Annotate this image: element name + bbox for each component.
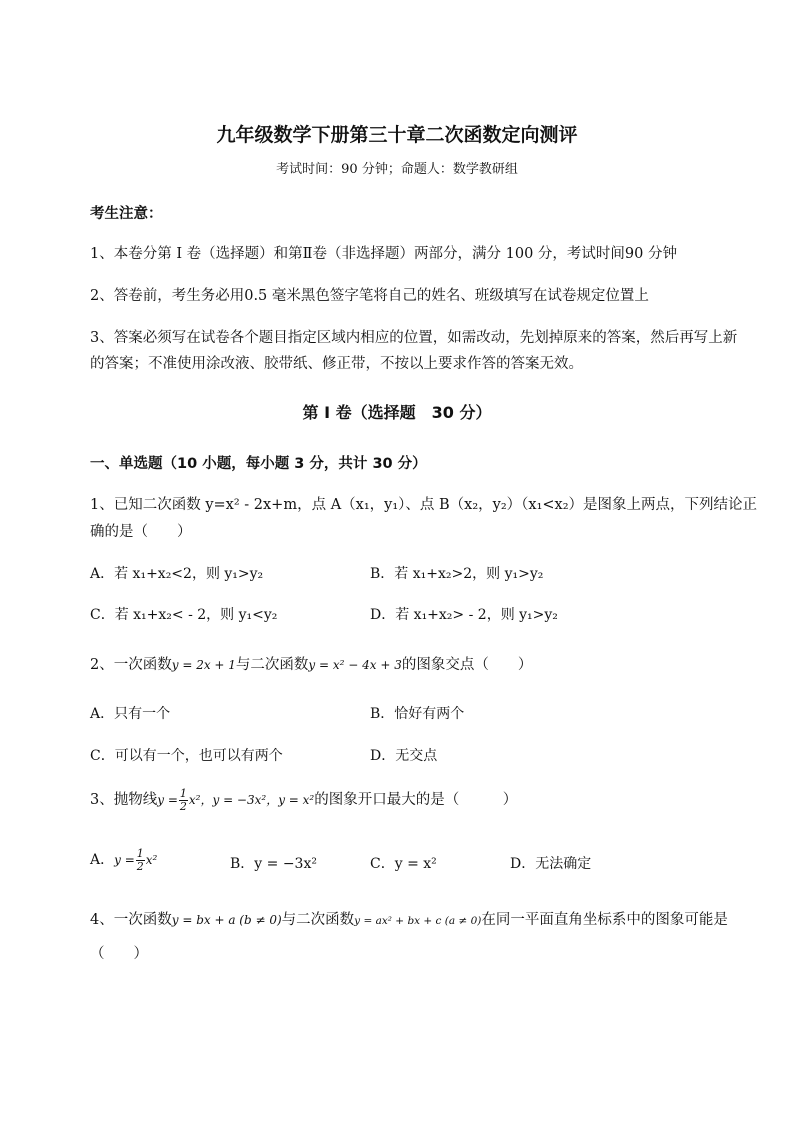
question-2-mid: 与二次函数 — [235, 657, 309, 673]
question-4-mid: 与二次函数 — [281, 912, 355, 928]
question-1-option-a: A．若 x₁+x₂<2，则 y₁>y₂ — [90, 566, 264, 582]
notice-item-2: 2、答卷前，考生务必用0.5 毫米黑色签字笔将自己的姓名、班级填写在试卷规定位置上 — [90, 288, 649, 304]
section-heading: 一、单选题（10 小题，每小题 3 分，共计 30 分） — [90, 456, 427, 472]
question-3-option-c: C．y = x² — [370, 856, 437, 872]
question-3-formula-2: ，y = −3x² — [200, 793, 267, 807]
question-1-stem: 1、已知二次函数 y=x² - 2x+m，点 A（x₁，y₁）、点 B（x₂，y₂）（x₁<x₂）是图象上两点，下列结论正 — [90, 497, 758, 513]
question-2-option-a: A．只有一个 — [90, 706, 171, 722]
question-2-option-d: D．无交点 — [370, 748, 438, 764]
question-2-prefix: 2、一次函数 — [90, 657, 172, 673]
question-2-option-c: C．可以有一个，也可以有两个 — [90, 748, 283, 764]
question-4-formula-2: y = ax² + bx + c (a ≠ 0) — [354, 915, 482, 927]
question-1-stem-cont: 确的是（ ） — [90, 524, 192, 540]
question-2-formula-2: y = x² − 4x + 3 — [308, 658, 402, 672]
question-2-suffix: 的图象交点（ ） — [401, 657, 533, 673]
question-1-option-c: C．若 x₁+x₂< - 2，则 y₁<y₂ — [90, 607, 278, 623]
question-4-stem — [90, 908, 728, 929]
fraction: $\frac{1}{2}$ — [179, 787, 187, 813]
question-2-stem — [90, 653, 532, 674]
question-3-prefix: 3、抛物线 — [90, 792, 158, 808]
question-4-prefix: 4、一次函数 — [90, 912, 172, 928]
question-3-formula-1: y = $\frac{1}{2}$ x² — [157, 787, 201, 813]
question-2-formula-1: y = 2x + 1 — [171, 658, 236, 672]
notice-heading: 考生注意： — [90, 206, 163, 222]
question-1-option-b: B．若 x₁+x₂>2，则 y₁>y₂ — [370, 566, 544, 582]
question-1-option-d: D．若 x₁+x₂> - 2，则 y₁>y₂ — [370, 607, 558, 623]
notice-item-3: 3、答案必须写在试卷各个题目指定区域内相应的位置，如需改动，先划掉原来的答案，然后再写上新 — [90, 330, 738, 346]
question-3-stem — [90, 788, 517, 813]
fraction: $\frac{1}{2}$ — [136, 847, 144, 873]
part-title: 第 I 卷（选择题 30 分） — [302, 403, 492, 422]
question-3-suffix: 的图象开口最大的是（ ） — [314, 792, 518, 808]
question-3-formula-3: ，y = x² — [266, 793, 315, 807]
question-3-option-a: A．y = $\frac{1}{2}$ x² — [90, 847, 158, 873]
question-3-option-b: B．y = −3x² — [230, 856, 317, 872]
page-title: 九年级数学下册第三十章二次函数定向测评 — [216, 124, 578, 146]
question-4-suffix: 在同一平面直角坐标系中的图象可能是 — [481, 912, 728, 928]
question-3-option-d: D．无法确定 — [510, 856, 592, 872]
question-2-option-b: B．恰好有两个 — [370, 706, 465, 722]
page-subtitle: 考试时间：90 分钟；命题人：数学教研组 — [276, 162, 518, 177]
notice-item-1: 1、本卷分第 I 卷（选择题）和第Ⅱ卷（非选择题）两部分，满分 100 分，考试时间90 分钟 — [90, 246, 677, 262]
question-4-formula-1: y = bx + a (b ≠ 0) — [171, 913, 282, 927]
notice-item-3-cont: 的答案；不准使用涂改液、胶带纸、修正带，不按以上要求作答的答案无效。 — [90, 356, 583, 372]
question-4-answer-blank: （ ） — [90, 946, 148, 962]
